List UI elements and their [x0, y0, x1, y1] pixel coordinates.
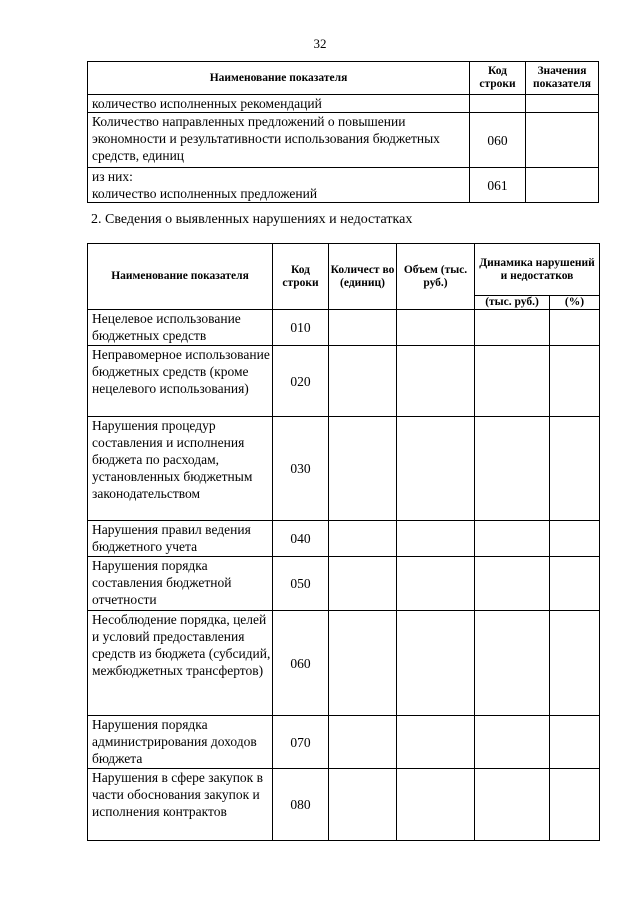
row-code: 060	[273, 611, 329, 716]
header-indicator-name: Наименование показателя	[88, 244, 273, 310]
header-count: Количест во (единиц)	[329, 244, 397, 310]
row-name: Нарушения в сфере закупок в части обоснования закупок и исполнения контрактов	[88, 769, 273, 841]
row-code: 050	[273, 557, 329, 611]
row-name: Нарушения процедур составления и исполнения бюджета по расходам, установленных бюджетным законодательством	[88, 417, 273, 521]
row-code	[470, 95, 526, 113]
row-code: 070	[273, 716, 329, 769]
header-indicator-name: Наименование показателя	[88, 62, 470, 95]
row-code: 080	[273, 769, 329, 841]
row-code: 060	[470, 113, 526, 168]
table-row	[88, 168, 599, 203]
row-value	[526, 113, 599, 168]
header-volume: Объем (тыс. руб.)	[397, 244, 475, 310]
page-number: 32	[313, 36, 327, 51]
table-row	[88, 769, 600, 841]
table-row	[88, 417, 600, 521]
row-name: Количество направленных предложений о повышении экономности и результативности использования бюджетных средств, единиц	[88, 113, 470, 168]
row-code: 061	[470, 168, 526, 203]
row-code: 010	[273, 310, 329, 346]
table-row	[88, 346, 600, 417]
row-value	[526, 168, 599, 203]
row-name: Нарушения порядка составления бюджетной отчетности	[88, 557, 273, 611]
header-indicator-value: Значения показателя	[526, 62, 599, 95]
header-row-code: Код строки	[273, 244, 329, 310]
table-row	[88, 716, 600, 769]
row-code: 040	[273, 521, 329, 557]
row-name: Несоблюдение порядка, целей и условий предоставления средств из бюджета (субсидий, межбюджетных трансфертов)	[88, 611, 273, 716]
header-dynamics-rub: (тыс. руб.)	[475, 296, 550, 310]
row-name: Неправомерное использование бюджетных средств (кроме нецелевого использования)	[88, 346, 273, 417]
table-row	[88, 557, 600, 611]
row-name: из них: количество исполненных предложений	[88, 168, 470, 203]
row-name: Нарушения правил ведения бюджетного учета	[88, 521, 273, 557]
row-code: 020	[273, 346, 329, 417]
section-heading: 2. Сведения о выявленных нарушениях и недостатках	[91, 212, 413, 227]
table-row	[88, 113, 599, 168]
table-row	[88, 95, 599, 113]
row-name: Нецелевое использование бюджетных средств	[88, 310, 273, 346]
table-row	[88, 310, 600, 346]
indicators-table-continued	[87, 61, 599, 203]
header-row-code: Код строки	[470, 62, 526, 95]
row-name: Нарушения порядка администрирования доходов бюджета	[88, 716, 273, 769]
row-value	[526, 95, 599, 113]
header-dynamics: Динамика нарушений и недостатков	[475, 244, 600, 296]
row-name: количество исполненных рекомендаций	[88, 95, 470, 113]
table-row	[88, 611, 600, 716]
table-row	[88, 521, 600, 557]
header-dynamics-pct: (%)	[550, 296, 600, 310]
violations-table	[87, 243, 600, 841]
row-code: 030	[273, 417, 329, 521]
